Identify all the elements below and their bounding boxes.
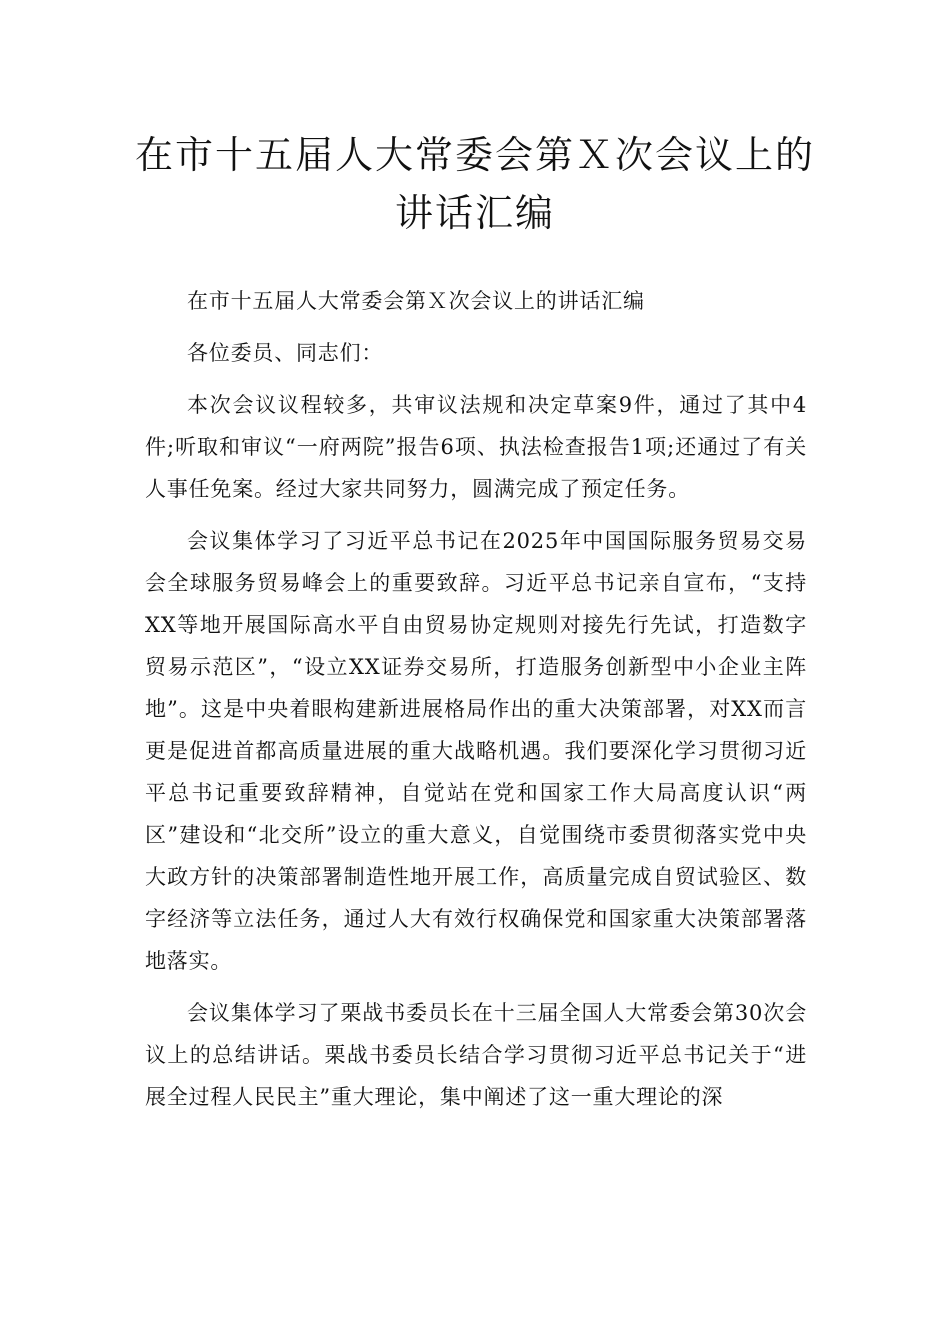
document-title [80,126,870,242]
title-line-1: 在市十五届人大常委会第Ｘ次会议上的 [134,133,815,177]
title-line-2: 讲话汇编 [394,191,555,235]
paragraph-subtitle: 在市十五届人大常委会第Ｘ次会议上的讲话汇编 [187,289,645,313]
paragraph-greeting: 各位委员、同志们： [187,341,384,365]
paragraph-study-summary: 会议集体学习了栗战书委员长在十三届全国人大常委会第30次会议上的总结讲话。栗战书委员长结合学习贯彻习近平总书记关于“进展全过程人民民主”重大理论，集中阐述了这一重大理论的深 [145,1001,807,1109]
document-body [145,280,807,1128]
paragraph-agenda: 本次会议议程较多，共审议法规和决定草案9件，通过了其中4件;听取和审议“一府两院”报告6项、执法检查报告1项;还通过了有关人事任免案。经过大家共同努力，圆满完成了预定任务。 [145,393,807,501]
paragraph-study-speech: 会议集体学习了习近平总书记在2025年中国国际服务贸易交易会全球服务贸易峰会上的重要致辞。习近平总书记亲自宣布，“支持XX等地开展国际高水平自由贸易协定规则对接先行先试，打造数字贸易示范区”，“设立XX证券交易所，打造服务创新型中小企业主阵地”。这是中央着眼构建新进展格局作出的重大决策部署，对XX而言更是促进首都高质量进展的重大战略机遇。我们要深化学习贯彻习近平总书记重要致辞精神，自觉站在党和国家工作大局高度认识“两区”建设和“北交所”设立的重大意义，自觉围绕市委贯彻落实党中央大政方针的决策部署制造性地开展工作，高质量完成自贸试验区、数字经济等立法任务，通过人大有效行权确保党和国家重大决策部署落地落实。 [145,529,807,973]
